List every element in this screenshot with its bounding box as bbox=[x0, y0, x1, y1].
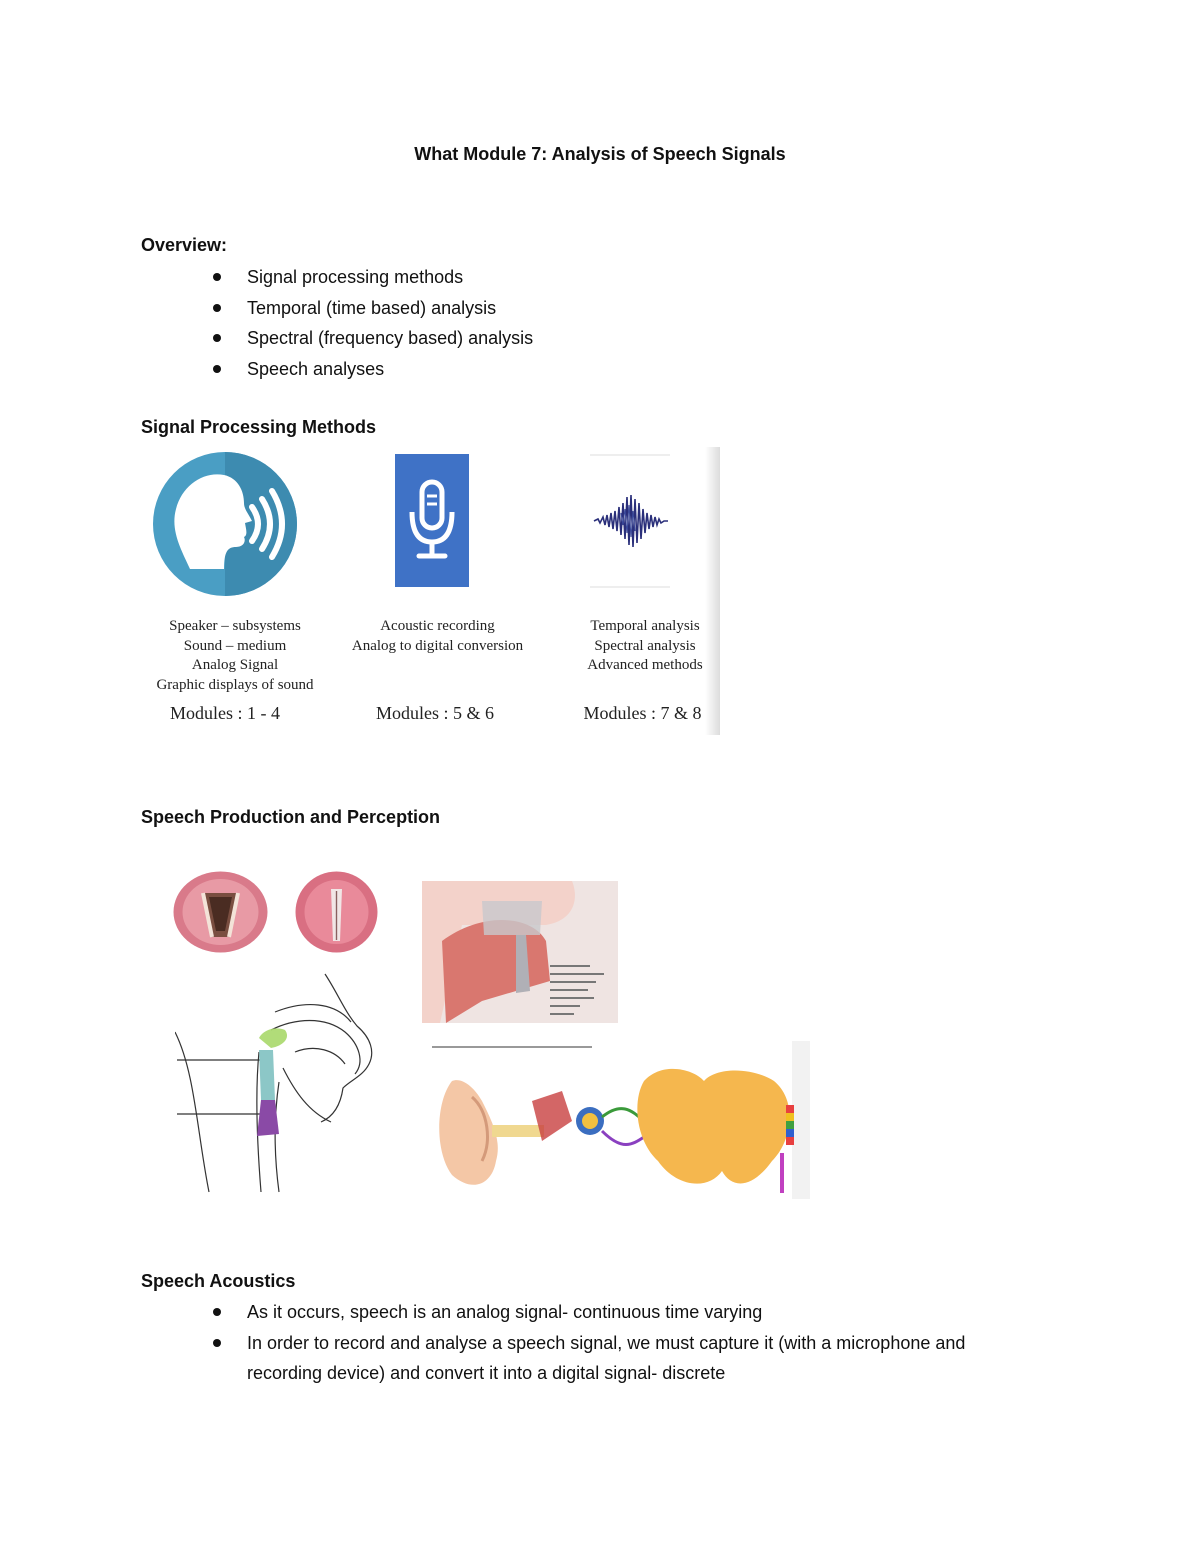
bullet-icon bbox=[213, 273, 221, 281]
page-title: What Module 7: Analysis of Speech Signals bbox=[414, 144, 786, 164]
bullet-icon bbox=[213, 304, 221, 312]
microphone-icon bbox=[395, 454, 469, 587]
overview-list bbox=[141, 262, 533, 384]
waveform-icon bbox=[588, 453, 673, 589]
overview-heading: Overview: bbox=[141, 235, 228, 255]
vocal-tract-diagram bbox=[175, 972, 385, 1194]
list-item: Spectral (frequency based) analysis bbox=[141, 323, 533, 354]
oral-cavity-diagram bbox=[422, 881, 618, 1023]
ear-brainstem-illustration bbox=[432, 1041, 810, 1199]
list-item: Signal processing methods bbox=[141, 262, 533, 293]
list-item: In order to record and analyse a speech signal, we must capture it (with a microphone and bbox=[141, 1328, 965, 1359]
signal-processing-heading: Signal Processing Methods bbox=[141, 417, 377, 437]
list-item: Speech analyses bbox=[141, 354, 533, 385]
speech-acoustics-list bbox=[141, 1297, 965, 1358]
list-item: As it occurs, speech is an analog signal- continuous time varying bbox=[141, 1297, 965, 1328]
speech-production-heading: Speech Production and Perception bbox=[141, 807, 441, 827]
auditory-pathway-diagram bbox=[432, 1041, 810, 1199]
speech-acoustics-heading: Speech Acoustics bbox=[141, 1271, 296, 1291]
modules-label: Modules : 1 - 4 bbox=[170, 703, 280, 723]
bullet-icon bbox=[213, 1308, 221, 1316]
oral-anatomy-illustration bbox=[422, 881, 618, 1023]
analysis-caption: Temporal analysis Spectral analysis Advanced methods bbox=[587, 618, 703, 673]
vocal-folds-open-image bbox=[173, 871, 268, 953]
modules-label: Modules : 5 & 6 bbox=[375, 703, 494, 723]
recording-caption: Acoustic recording Analog to digital conversion bbox=[351, 618, 524, 654]
bullet-icon bbox=[213, 1339, 221, 1347]
signal-processing-figure bbox=[140, 447, 720, 735]
bullet-icon bbox=[213, 334, 221, 342]
speaker-caption: Speaker – subsystems Sound – medium Analog Signal Graphic displays of sound bbox=[156, 618, 314, 693]
bullet-icon bbox=[213, 365, 221, 373]
speaker-head-icon bbox=[152, 451, 298, 597]
modules-label: Modules : 7 & 8 bbox=[583, 703, 702, 723]
list-item: Temporal (time based) analysis bbox=[141, 293, 533, 324]
list-item-continuation: recording device) and convert it into a digital signal- discrete bbox=[247, 1363, 726, 1383]
vocal-folds-closed-image bbox=[295, 871, 378, 953]
